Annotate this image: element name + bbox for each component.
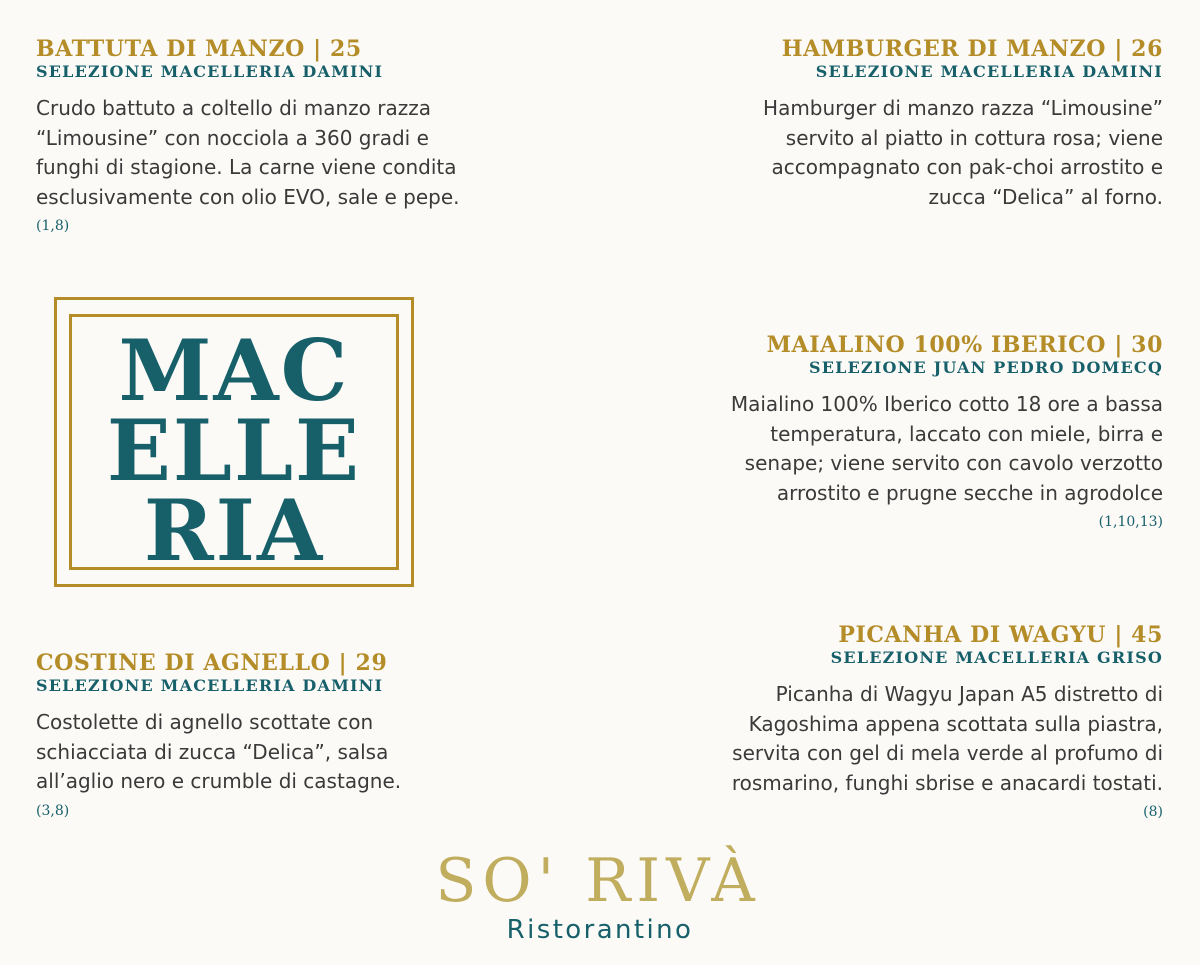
description-line: Kagoshima appena scottata sulla piastra,	[748, 711, 1163, 736]
description-line: schiacciata di zucca “Delica”, salsa	[36, 739, 389, 764]
item-description	[732, 680, 1163, 798]
description-line: servito al piatto in cottura rosa; viene	[785, 125, 1163, 150]
description-line: funghi di stagione. La carne viene condita	[36, 155, 457, 179]
logo-line: ELLE	[106, 401, 362, 500]
item-supplier: SELEZIONE MACELLERIA DAMINI	[36, 676, 384, 695]
restaurant-brand	[0, 848, 1200, 946]
item-title: HAMBURGER DI MANZO | 26	[781, 36, 1163, 62]
description-line: all’aglio nero e crumble di castagne.	[36, 769, 402, 793]
description-line: Costolette di agnello scottate con	[36, 710, 374, 734]
item-description	[731, 390, 1163, 508]
description-line: zucca “Delica” al forno.	[928, 184, 1163, 209]
description-line: Crudo battuto a coltello di manzo razza	[36, 96, 431, 120]
description-line: accompagnato con pak-choi arrostito e	[771, 155, 1163, 179]
menu-item-battuta	[36, 36, 460, 234]
item-title: PICANHA DI WAGYU | 45	[838, 622, 1163, 648]
item-title: COSTINE DI AGNELLO | 29	[36, 650, 388, 676]
item-title: MAIALINO 100% IBERICO | 30	[766, 332, 1163, 358]
item-supplier: SELEZIONE JUAN PEDRO DOMECQ	[808, 358, 1163, 377]
menu-item-hamburger	[763, 36, 1163, 212]
menu-item-maialino	[731, 332, 1163, 530]
item-supplier: SELEZIONE MACELLERIA DAMINI	[815, 62, 1163, 81]
item-supplier: SELEZIONE MACELLERIA GRISO	[830, 648, 1163, 667]
description-line: senape; viene servito con cavolo verzotto	[744, 451, 1163, 475]
brand-subtitle: Ristorantino	[506, 915, 694, 945]
description-line: temperatura, laccato con miele, birra e	[770, 421, 1163, 446]
description-line: “Limousine” con nocciola a 360 gradi e	[36, 125, 429, 150]
description-line: Picanha di Wagyu Japan A5 distretto di	[775, 682, 1163, 706]
logo-line: RIA	[143, 481, 325, 580]
description-line: arrostito e prugne secche in agrodolce	[776, 480, 1163, 505]
brand-name: SO' RIVÀ	[435, 846, 761, 916]
item-allergens: (8)	[1143, 804, 1163, 820]
menu-item-picanha	[732, 622, 1163, 820]
item-supplier: SELEZIONE MACELLERIA DAMINI	[36, 62, 384, 81]
description-line: Hamburger di manzo razza “Limousine”	[763, 96, 1163, 120]
macelleria-logo	[54, 297, 414, 587]
description-line: Maialino 100% Iberico cotto 18 ore a bassa	[730, 392, 1163, 416]
item-description	[763, 94, 1163, 212]
item-allergens: (1,10,13)	[1098, 514, 1163, 530]
logo-inner-frame	[69, 314, 399, 580]
description-line: esclusivamente con olio EVO, sale e pepe.	[36, 184, 460, 209]
description-line: servita con gel di mela verde al profumo di	[732, 741, 1163, 765]
item-allergens: (3,8)	[36, 802, 70, 819]
item-description	[36, 94, 460, 212]
item-allergens: (1,8)	[36, 218, 70, 234]
item-description	[36, 708, 401, 797]
logo-line: MAC	[118, 321, 350, 420]
item-title: BATTUTA DI MANZO | 25	[36, 36, 362, 62]
menu-item-costine	[36, 650, 401, 819]
description-line: rosmarino, funghi sbrise e anacardi tostati.	[731, 770, 1163, 795]
